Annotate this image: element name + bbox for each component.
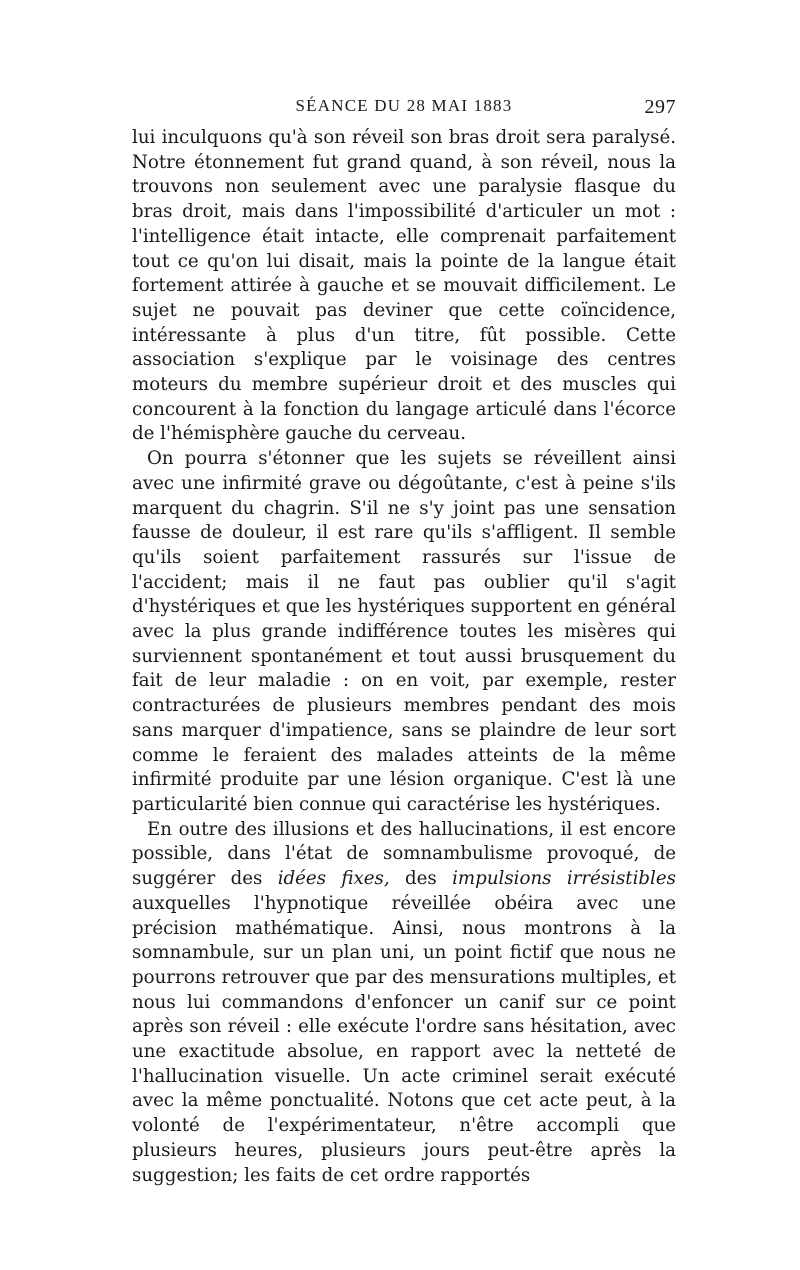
paragraph-3-text-a: En outre des illusions et des hallucinations, il est encore possible, dans l'état de somnambulisme provoqué, de suggérer des [132, 818, 676, 890]
paragraph-3-text-b: des [405, 868, 437, 890]
paragraph-3 [132, 818, 676, 1189]
paragraph-2: On pourra s'étonner que les sujets se réveillent ainsi avec une infirmité grave ou dégoûtante, c'est à peine s'ils marquent du chagrin. S'il ne s'y joint pas une sensation fausse de douleur, il est rare qu'ils s'affligent. Il semble qu'ils soient parfaitement rassurés sur l'issue de l'accident; mais il ne faut pas oublier qu'il s'agit d'hystériques et que les hystériques supportent en général avec la plus grande indifférence toutes les misères qui surviennent spontanément et tout aussi brusquement du fait de leur maladie : on en voit, par exemple, rester contracturées de plusieurs membres pendant des mois sans marquer d'impatience, sans se plaindre de leur sort comme le feraient des malades atteints de la même infirmité produite par une lésion organique. C'est là une particularité bien connue qui caractérise les hystériques. [132, 448, 676, 815]
page-number: 297 [644, 96, 676, 118]
paragraph-3-text-c: auxquelles l'hypnotique réveillée obéira avec une précision mathématique. Ainsi, nous montrons à la somnambule, sur un plan uni, un point fictif que nous ne pourrons retrouver que par des mensurations multiples, et nous lui commandons d'enfoncer un canif sur ce point après son réveil : elle exécute l'ordre sans hésitation, avec une exactitude absolue, en rapport avec la netteté de l'hallucination visuelle. Un acte criminel serait exécuté avec la même ponctualité. Notons que cet acte peut, à la volonté de l'expérimentateur, n'être accompli que plusieurs heures, plusieurs jours peut-être après la suggestion; les faits de cet ordre rapportés [132, 892, 676, 1186]
running-title: SÉANCE DU 28 MAI 1883 [295, 96, 513, 115]
emphasis-impulsions: impulsions irrésistibles [452, 868, 676, 890]
book-page [132, 96, 676, 1188]
running-head [132, 96, 676, 126]
body-text [132, 126, 676, 1188]
paragraph-1: lui inculquons qu'à son réveil son bras droit sera paralysé. Notre étonnement fut grand quand, à son réveil, nous la trouvons non seulement avec une paralysie flasque du bras droit, mais dans l'impossibilité d'articuler un mot : l'intelligence était intacte, elle comprenait parfaitement tout ce qu'on lui disait, mais la pointe de la langue était fortement attirée à gauche et se mouvait difficilement. Le sujet ne pouvait pas deviner que cette coïncidence, intéressante à plus d'un titre, fût possible. Cette association s'explique par le voisinage des centres moteurs du membre supérieur droit et des muscles qui concourent à la fonction du langage articulé dans l'écorce de l'hémisphère gauche du cerveau. [132, 127, 676, 445]
emphasis-idees-fixes: idées fixes, [277, 868, 390, 890]
